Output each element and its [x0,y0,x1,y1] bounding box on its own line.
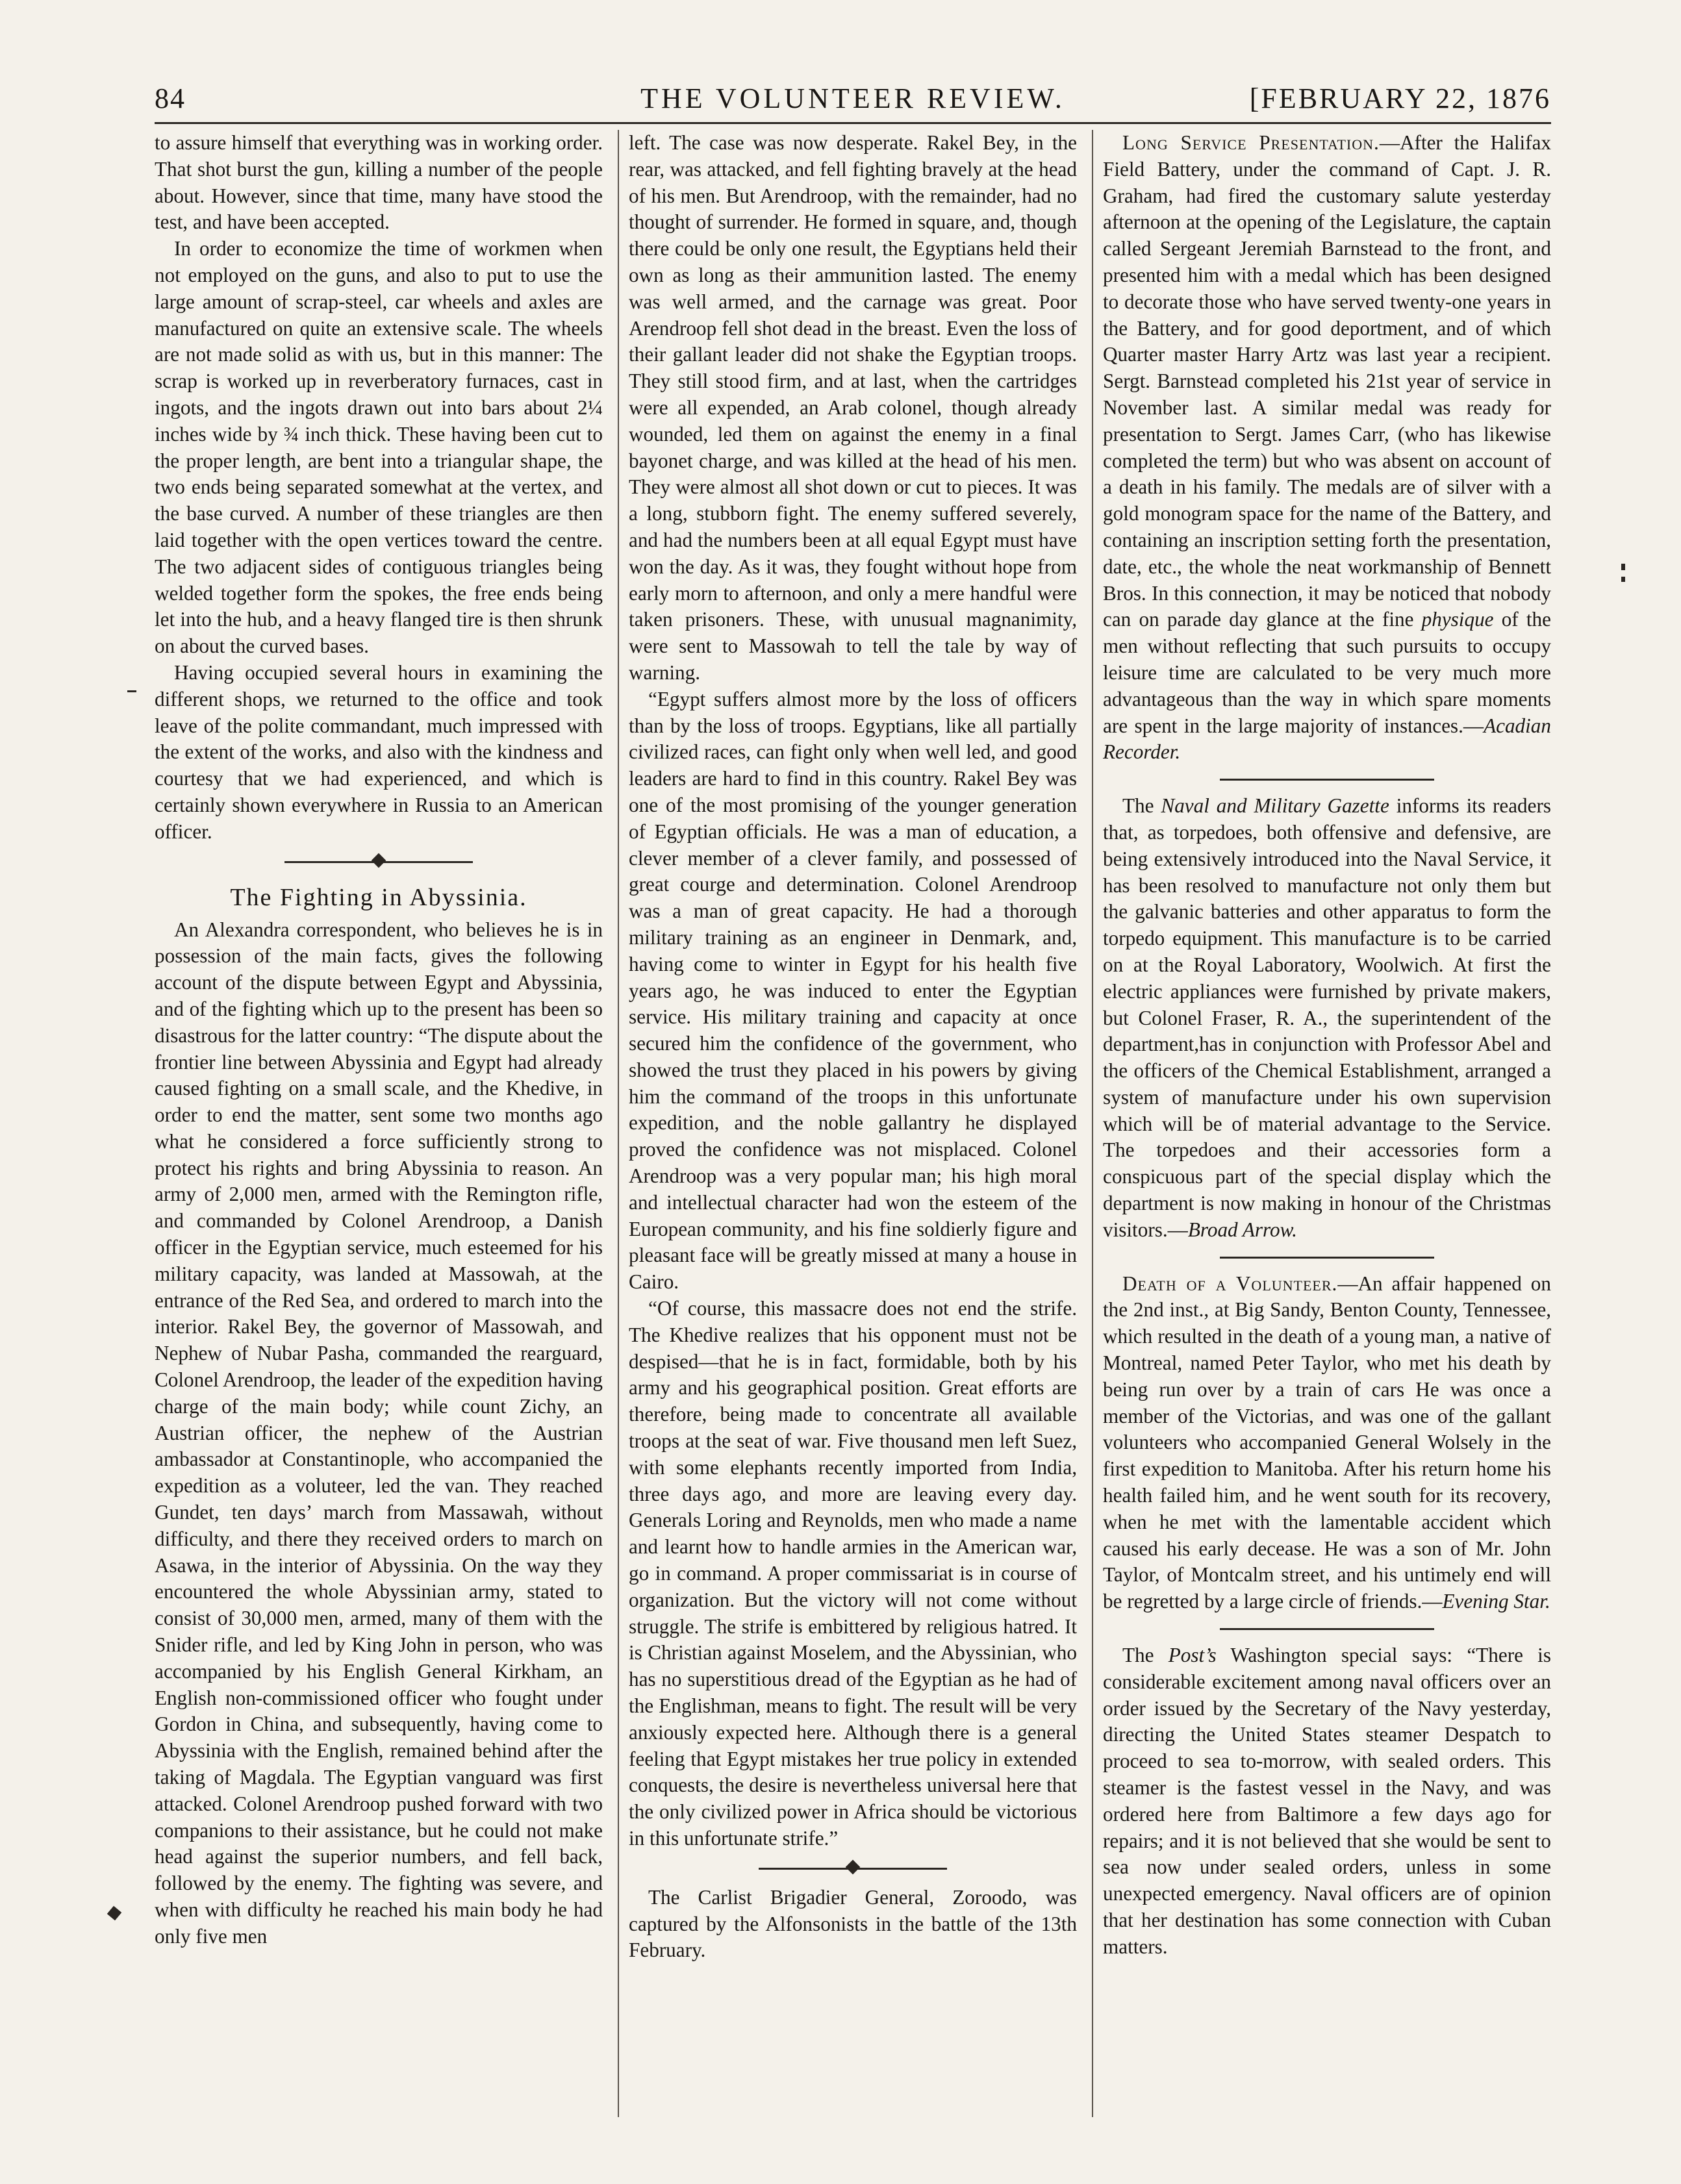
column-2 [629,130,1077,2117]
news-item-long-service [1103,130,1551,766]
italic-term: physique [1421,608,1494,631]
section-rule [1103,1615,1551,1642]
news-item-carlist: The Carlist Brigadier General, Zoroodo, was captured by the Alfonsonists in the battle of the 13th February. [629,1885,1077,1962]
source-credit: Broad Arrow. [1187,1218,1297,1241]
item-body: Washington special says: “There is considerable excitement among naval officers over an order issued by the Secretary of the Navy yesterday, directing the United States steamer Despatch to proceed to sea to-morrow, with sealed orders. This steamer is the fastest vessel in the Navy, and was ordered here from Baltimore a few days ago for repairs; and it is not believed that she would be sent to sea now under sealed orders, unless in some unexpected emergency. Naval officers are of opinion that her destination has some connection with Cuban matters. [1103,1644,1551,1958]
running-head [155,77,1551,122]
article-continuation: to assure himself that everything was in working order. That shot burst the gun, killing a number of the people about. However, since that time, many have stood the test, and have been accepted. [155,131,603,234]
column-1 [155,130,603,2117]
ornamental-rule [629,1852,1077,1885]
header-rule [155,122,1551,124]
diamond-ornament-icon [372,853,386,868]
column-divider [1092,130,1093,2117]
ink-speck [1621,577,1625,582]
item-body: The [1122,1644,1169,1667]
paragraph: An Alexandra correspondent, who believes he is in possession of the main facts, gives the following account of the dispute between Egypt and Abyssinia, and of the fighting which up to the present has been so disastrous for the latter country: “The dispute about the frontier line between Abyssinia and Egypt had already caused fighting on a small scale, and the Khedive, in order to end the matter, sent some two months ago what he considered a force sufficiently strong to protect his rights and bring Abyssinia to reason. An army of 2,000 men, armed with the Remington rifle, and commanded by Colonel Arendroop, a Danish officer in the Egyptian service, much esteemed for his military capacity, was landed at Massowah, at the entrance of the Red Sea, and ordered to march into the interior. Rakel Bey, the governor of Massowah, and Nephew of Nubar Pasha, commanded the rearguard, Colonel Arendroop, the leader of the expedition having charge of the main body; while count Zichy, an Austrian officer, the nephew of the Austrian ambassador at Constantinople, who accompanied the expedition as a voluteer, led the van. They reached Gundet, ten days’ march from Massawah, without difficulty, and there they received orders to march on Asawa, in the interior of Abyssinia. On the way they encountered the whole Abyssinian army, stated to consist of 30,000 men, armed, many of them with the Snider rifle, and led by King John in person, who was accompanied by his English General Kirkham, an English non-commissioned officer who fought under Gordon in China, and subsequently, having come to Abyssinia with the English, remained behind after the taking of Magdala. The Egyptian vanguard was first attacked. Colonel Arendroop pushed forward with two companions to their assistance, but he could not make head against the superior numbers, and fell back, followed by the enemy. The fighting was severe, and when with difficulty he reached his main body he had only five men [155,918,603,1948]
page-number: 84 [155,82,186,114]
paragraph: “Of course, this massacre does not end the strife. The Khedive realizes that his opponent must not be despised—that he is in fact, formidable, both by his army and his geographical position. Great efforts are therefore, being made to concentrate all available troops at the seat of war. Five thousand men left Suez, with some elephants recently imported from India, three days ago, and more are leaving every day. Generals Loring and Reynolds, men who made a name and learnt how to handle armies in the American war, go in command. A proper commissariat is in course of organization. But the victory will not come without struggle. The strife is embittered by religious hatred. It is Christian against Moselem, and the Abyssinian, who has no superstitious dread of the Egyptian as he had of the Englishman, means to fight. The result will be very anxiously expected here. Although there is a general feeling that Egypt mistakes her true policy in extended conquests, the desire is nevertheless universal here that the only civilized power in Africa should be victorious in this unfortunate strife.” [629,1297,1077,1850]
source-credit: Evening Star. [1442,1590,1550,1613]
publication-name: Post’s [1168,1644,1217,1667]
news-item-death-volunteer [1103,1271,1551,1615]
ink-speck [1621,564,1625,570]
publication-name: Naval and Military Gazette [1161,794,1389,818]
section-rule [1103,1244,1551,1271]
paragraph: Having occupied several hours in examining the different shops, we returned to the office and took leave of the polite commandant, much impressed with the extent of the works, and also with the kindness and courtesy that we had experienced, and which is certainly shown everywhere in Russia to an American officer. [155,660,603,843]
news-item-torpedoes [1103,793,1551,1244]
section-rule [1103,766,1551,793]
item-body: —After the Halifax Field Battery, under the command of Capt. J. R. Graham, had fired the customary salute yesterday afternoon at the opening of the Legislature, the captain called Sergeant Jeremiah Barnstead to the front, and presented him with a medal which has been designed to decorate those who have served twenty-one years in the Battery, and for good deportment, and of which Quarter master Harry Artz was last year a recipient. Sergt. Barnstead completed his 21st year of service in November last. A similar medal was ready for presentation to Sergt. James Carr, (who has likewise completed the term) but who was absent on account of a death in his family. The medals are of silver with a gold monogram space for the name of the Battery, and containing an inscription setting forth the presentation, date, etc., the whole the neat workmanship of Bennett Bros. In this connection, it may be noticed that nobody can on parade day glance at the fine [1103,131,1551,631]
journal-title: THE VOLUNTEER REVIEW. [640,82,1065,114]
item-body: —An affair happened on the 2nd inst., at Big Sandy, Benton County, Tennessee, which resulted in the death of a young man, a native of Montreal, named Peter Taylor, who met his death by being run over by a train of cars He was once a member of the Victorias, and was one of the gallant volunteers who accompanied General Wolsely in the first expedition to Manitoba. After his return home his health failed him, and he went south for its recovery, when he met with the lamentable accident which caused his early decease. He was a son of Mr. John Taylor, of Montcalm street, and his untimely end will be regretted by a large circle of friends.— [1103,1272,1551,1613]
ink-speck [107,1906,122,1921]
ornamental-rule [155,846,603,878]
diamond-ornament-icon [846,1859,861,1874]
paragraph: In order to economize the time of workmen when not employed on the guns, and also to put to use the large amount of scrap-steel, car wheels and axles are manufactured on quite an extensive scale. The wheels are not made solid as with us, but in this manner: The scrap is worked up in reverberatory furnaces, cast in ingots, and the ingots drawn out into bars about 2¼ inches wide by ¾ inch thick. These having been cut to the proper length, are bent into a triangular shape, the two ends being separated somewhat at the vertex, and the base curved. A number of these triangles are then laid together with the open vertices toward the centre. The two adjacent sides of contiguous triangles being welded together form the spokes, the free ends being let into the hub, and a heavy flanged tire is then shrunk on about the curved bases. [155,237,603,658]
news-item-washington [1103,1642,1551,1961]
item-lead: Death of a Volunteer. [1122,1272,1338,1295]
item-lead: Long Service Presentation. [1122,131,1380,154]
column-divider [618,130,619,2117]
issue-date: [FEBRUARY 22, 1876 [1249,82,1551,114]
source-credit: Acadian Recorder. [1103,714,1551,764]
item-body: The [1122,794,1161,818]
article-continuation: left. The case was now desperate. Rakel Bey, in the rear, was attacked, and fell fighting bravely at the head of his men. But Arendroop, with the remainder, had no thought of surrender. He formed in square, and, though there could be only one result, the Egyptians held their own as long as their ammunition lasted. The enemy was well armed, and the carnage was great. Poor Arendroop fell shot dead in the breast. Even the loss of their gallant leader did not shake the Egyptian troops. They still stood firm, and at last, when the cartridges were all expended, an Arab colonel, though already wounded, led them on against the enemy in a final bayonet charge, and was killed at the head of his men. They were almost all shot down or cut to pieces. It was a long, stubborn fight. The enemy suffered severely, and had the numbers been at all equal Egypt must have won the day. As it was, they fought without hope from early morn to afternoon, and only a mere handful were taken prisoners. These, with unusual magnanimity, were sent to Massowah to tell the tale by way of warning. [629,131,1077,684]
column-3 [1103,130,1551,2117]
item-body: of the men without reflecting that such pursuits to occupy leisure time are calculated to be very much more advantageous than the way in which spare moments are spent in the large majority of instances.— [1103,608,1551,737]
ink-speck [127,690,136,692]
paragraph: “Egypt suffers almost more by the loss of officers than by the loss of troops. Egyptians, like all partially civilized races, can fight only when well led, and good leaders are hard to find in this country. Rakel Bey was one of the most promising of the younger generation of Egyptian officials. He was a man of education, a clever member of a clever family, and possessed of great courge and determination. Colonel Arendroop was a man of great capacity. He had a thorough military training as an engineer in Denmark, and, having come to winter in Egypt for his health five years ago, he was induced to enter the Egyptian service. His military training and capacity at once secured him the confidence of the government, who showed the trust they placed in his powers by giving him the command of the troops in this unfortunate expedition, and the noble gallantry he displayed proved the confidence was not misplaced. Colonel Arendroop was a very popular man; his high moral and intellectual character had won the esteem of the European community, and his fine soldierly figure and pleasant face will be greatly missed at many a house in Cairo. [629,687,1077,1294]
article-headline: The Fighting in Abyssinia. [230,883,527,911]
item-body: informs its readers that, as torpedoes, both offensive and defensive, are being extensively introduced into the Naval Service, it has been resolved to manufacture not only them but the galvanic batteries and other apparatus to form the torpedo equipment. This manufacture is to be carried on at the Royal Laboratory, Woolwich. At first the electric appliances were furnished by private makers, but Colonel Fraser, R. A., the superintendent of the department,has in conjunction with Professor Abel and the officers of the Chemical Establishment, arranged a system of manufacture under his own supervision which will be of material advantage to the Service. The torpedoes and their accessories form a conspicuous part of the special display which the department is now making in honour of the Christmas visitors.— [1103,794,1551,1241]
